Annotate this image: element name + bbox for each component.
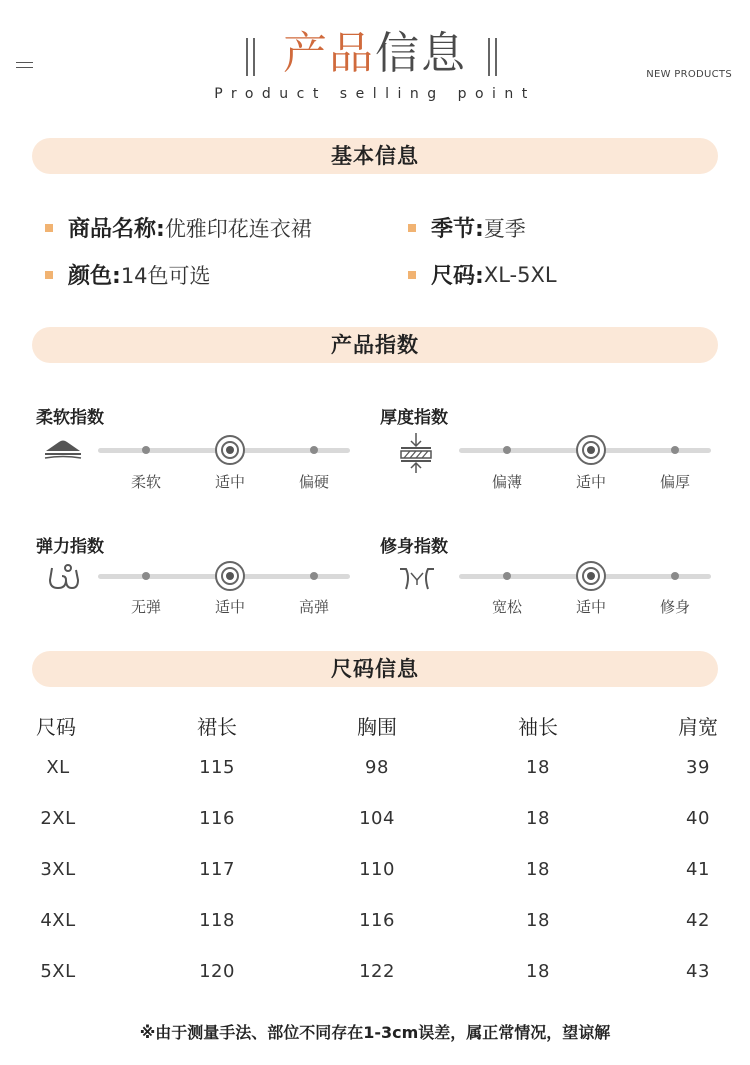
section-banner-basic: 基本信息 [32, 138, 718, 174]
table-cell: 4XL [40, 910, 76, 931]
level-label: 适中 [214, 598, 245, 616]
table-cell: 115 [199, 757, 235, 778]
table-cell: 43 [686, 961, 710, 982]
fit-body-icon [398, 563, 436, 593]
table-header: 袖长 [518, 715, 558, 739]
bullet-icon [45, 224, 53, 232]
level-dot [310, 572, 318, 580]
level-dot [142, 446, 150, 454]
divider-bars-right-icon [486, 38, 500, 76]
level-label: 修身 [659, 598, 690, 616]
bullet-icon [45, 271, 53, 279]
level-label: 柔软 [130, 473, 161, 491]
info-value: 14色可选 [120, 263, 211, 288]
level-label: 高弹 [298, 598, 329, 616]
level-label: 适中 [575, 598, 606, 616]
table-cell: 40 [686, 808, 710, 829]
level-label: 偏薄 [491, 473, 522, 491]
table-cell: 116 [199, 808, 235, 829]
bullet-icon [408, 224, 416, 232]
level-label: 偏硬 [298, 473, 329, 491]
info-item-name [45, 212, 312, 243]
elasticity-icon [44, 562, 80, 592]
table-cell: 39 [686, 757, 710, 778]
page-title [280, 28, 470, 80]
level-selected-icon [576, 561, 606, 591]
level-dot [503, 446, 511, 454]
table-cell: 18 [526, 757, 550, 778]
table-cell: 110 [359, 859, 395, 880]
table-cell: 98 [365, 757, 389, 778]
measurement-note: ※由于测量手法、部位不同存在1-3cm误差，属正常情况，望谅解 [139, 1023, 611, 1042]
level-dot [310, 446, 318, 454]
table-cell: 104 [359, 808, 395, 829]
level-selected-icon [576, 435, 606, 465]
thickness-icon [398, 433, 434, 473]
table-header: 尺码 [36, 715, 76, 739]
level-dot [142, 572, 150, 580]
table-cell: 18 [526, 910, 550, 931]
table-cell: 18 [526, 859, 550, 880]
info-item-size [408, 259, 557, 290]
divider-bars-left-icon [244, 38, 258, 76]
table-cell: 122 [359, 961, 395, 982]
level-dot [503, 572, 511, 580]
level-selected-icon [215, 561, 245, 591]
index-title-elasticity: 弹力指数 [36, 537, 104, 557]
menu-icon[interactable] [16, 62, 33, 68]
level-label: 偏厚 [659, 473, 690, 491]
title-rest: 信息 [375, 28, 467, 79]
table-cell: 5XL [40, 961, 76, 982]
page-subtitle: Product selling point [214, 86, 536, 102]
table-header: 裙长 [197, 715, 237, 739]
level-label: 宽松 [491, 598, 522, 616]
info-label: 季节: [431, 217, 484, 242]
table-cell: 41 [686, 859, 710, 880]
level-label: 无弹 [130, 598, 161, 616]
table-cell: 120 [199, 961, 235, 982]
level-label: 适中 [575, 473, 606, 491]
info-value: 夏季 [483, 216, 526, 241]
table-cell: 18 [526, 961, 550, 982]
index-title-softness: 柔软指数 [36, 408, 104, 428]
table-cell: 117 [199, 859, 235, 880]
title-accent: 产品 [283, 28, 375, 79]
section-banner-index: 产品指数 [32, 327, 718, 363]
table-header: 胸围 [357, 715, 397, 739]
level-dot [671, 446, 679, 454]
info-label: 尺码: [431, 264, 484, 289]
info-value: XL-5XL [483, 262, 557, 287]
bullet-icon [408, 271, 416, 279]
table-cell: XL [46, 757, 70, 778]
index-title-fit: 修身指数 [380, 537, 448, 557]
level-dot [671, 572, 679, 580]
table-cell: 116 [359, 910, 395, 931]
index-title-thickness: 厚度指数 [380, 408, 448, 428]
info-label: 商品名称: [68, 217, 165, 242]
level-label: 适中 [214, 473, 245, 491]
table-cell: 3XL [40, 859, 76, 880]
table-header: 肩宽 [678, 715, 718, 739]
info-label: 颜色: [68, 264, 121, 289]
table-cell: 18 [526, 808, 550, 829]
table-cell: 118 [199, 910, 235, 931]
table-cell: 2XL [40, 808, 76, 829]
info-item-color [45, 259, 211, 290]
table-cell: 42 [686, 910, 710, 931]
level-selected-icon [215, 435, 245, 465]
fabric-softness-icon [44, 438, 82, 460]
info-item-season [408, 212, 526, 243]
new-products-label: NEW PRODUCTS [646, 69, 732, 80]
info-value: 优雅印花连衣裙 [164, 216, 312, 241]
section-banner-size: 尺码信息 [32, 651, 718, 687]
